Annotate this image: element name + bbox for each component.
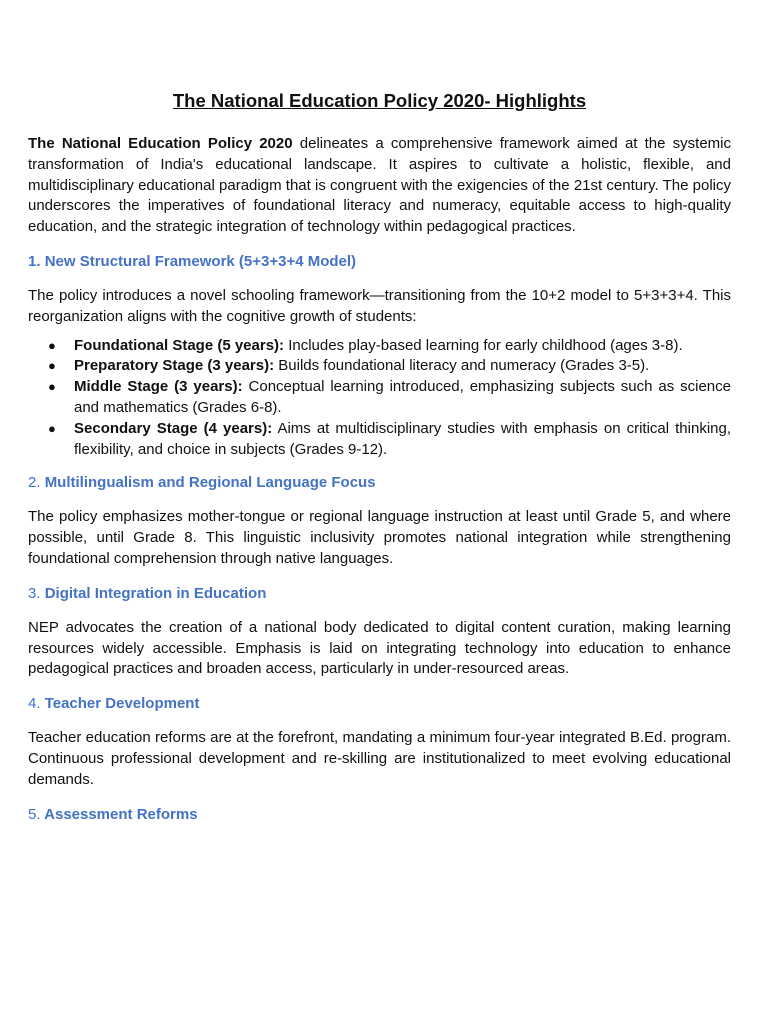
section-heading-3 — [28, 584, 731, 604]
list-item — [28, 419, 731, 461]
list-item-label: Foundational Stage (5 years): — [74, 336, 285, 354]
list-item-text: Builds foundational literacy and numeracy (Grades 3-5). — [274, 357, 650, 375]
bullet-icon: ● — [48, 379, 56, 395]
list-item-label: Secondary Stage (4 years): — [74, 419, 273, 437]
section-heading-1 — [28, 252, 731, 272]
list-item-text: Aims at multidisciplinary studies with emphasis on critical thinking, flexibility, and choice in subjects (Grades 9-12). — [74, 419, 731, 458]
section-body-3: NEP advocates the creation of a national body dedicated to digital content curation, making learning resources widely accessible. Emphasis is laid on integrating technology into education to enhance pedagogical practices and broaden access, particularly in under-resourced areas. — [28, 618, 731, 678]
section-title-4: Teacher Development — [44, 695, 200, 713]
list-item — [28, 336, 731, 357]
section-title-1: New Structural Framework (5+3+3+4 Model) — [44, 252, 357, 270]
bullet-icon: ● — [48, 420, 56, 436]
list-item — [28, 356, 731, 377]
section-body-1: The policy introduces a novel schooling framework—transitioning from the 10+2 model to 5+3+3+4. This reorganization aligns with the cognitive growth of students: — [28, 286, 731, 325]
list-item — [28, 377, 731, 419]
section-title-2: Multilingualism and Regional Language Focus — [44, 474, 376, 492]
section-heading-2 — [28, 473, 731, 493]
intro-bold-lead: The National Education Policy 2020 — [28, 135, 293, 152]
section-heading-5 — [28, 805, 731, 825]
section-number-5: 5. — [28, 805, 41, 823]
section-body-4: Teacher education reforms are at the forefront, mandating a minimum four-year integrated B.Ed. program. Continuous professional development and re-skilling are institutionalized to meet evolving educational demands. — [28, 729, 731, 788]
section-number-3: 3. — [28, 584, 41, 602]
list-item-label: Preparatory Stage (3 years): — [74, 357, 275, 375]
bullet-icon: ● — [48, 337, 56, 353]
section-heading-4 — [28, 694, 731, 714]
intro-paragraph — [28, 134, 731, 238]
section-number-2: 2. — [28, 474, 41, 492]
section-title-5: Assessment Reforms — [44, 805, 198, 823]
section-number-1: 1. — [28, 252, 41, 270]
document-title: The National Education Policy 2020- Highlights — [172, 90, 587, 111]
list-item-text: Conceptual learning introduced, emphasizing subjects such as science and mathematics (Grades 6-8). — [74, 378, 731, 416]
stage-list — [28, 336, 731, 461]
section-title-3: Digital Integration in Education — [44, 584, 267, 602]
document-page — [28, 88, 731, 839]
intro-text: delineates a comprehensive framework aimed at the systemic transformation of India's educational landscape. It aspires to cultivate a holistic, flexible, and multidisciplinary educational paradigm that is congruent with the exigencies of the 21st century. The policy underscores the imperatives of foundational literacy and numeracy, equitable access to high-quality education, and the strategic integration of technology within pedagogical practices. — [28, 135, 731, 236]
list-item-label: Middle Stage (3 years): — [74, 378, 243, 396]
section-number-4: 4. — [28, 695, 41, 713]
section-body-2: The policy emphasizes mother-tongue or regional language instruction at least until Grade 5, and where possible, until Grade 8. This linguistic inclusivity promotes national integration while strengthening foundational comprehension through native languages. — [28, 508, 731, 567]
bullet-icon: ● — [48, 358, 56, 374]
list-item-text: Includes play-based learning for early childhood (ages 3-8). — [284, 336, 683, 354]
